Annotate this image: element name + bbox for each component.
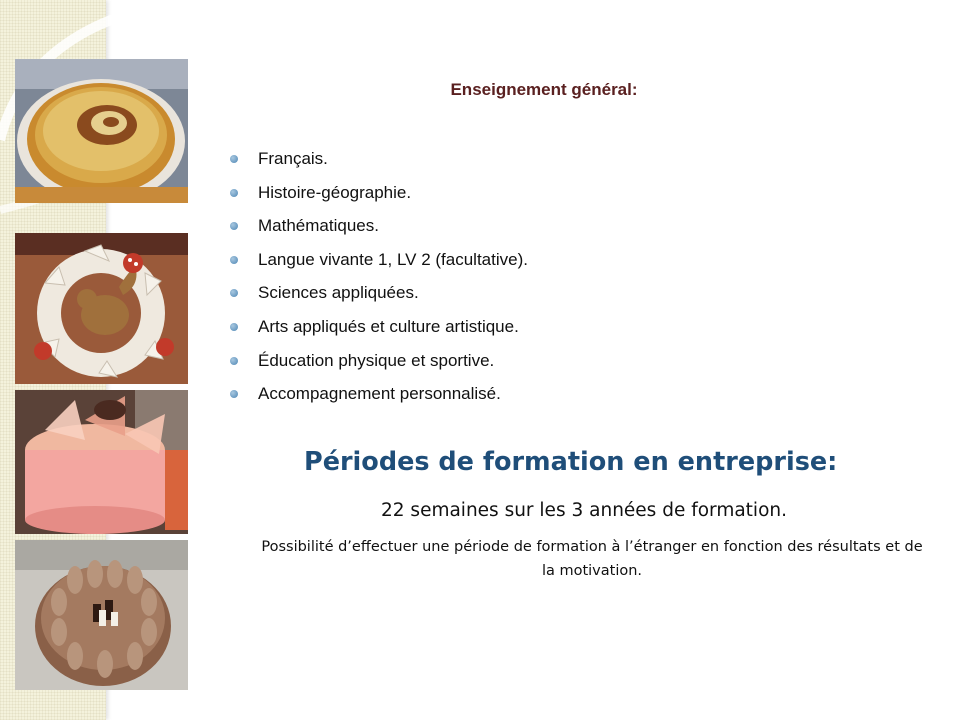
weeks-count: 22 [381, 500, 405, 521]
internship-section-title: Périodes de formation en entreprise: [304, 447, 838, 477]
list-item: Français. [230, 142, 528, 176]
list-item: Histoire-géographie. [230, 176, 528, 210]
internship-abroad-note: Possibilité d’effectuer une période de formation à l’étranger en fonction des résultats et de la motivation. [261, 539, 923, 579]
squirrel-wreath-pastry-photo [15, 233, 188, 384]
bullet-icon [230, 390, 238, 398]
bullet-icon [230, 189, 238, 197]
list-item: Arts appliqués et culture artistique. [230, 310, 528, 344]
bullet-icon [230, 357, 238, 365]
internship-duration: 22 semaines sur les 3 années de formation. [381, 500, 787, 521]
general-education-heading: Enseignement général: [450, 80, 638, 99]
bullet-icon [230, 155, 238, 163]
list-item: Mathématiques. [230, 209, 528, 243]
list-item: Langue vivante 1, LV 2 (facultative). [230, 243, 528, 277]
years-count: 3 [571, 500, 584, 521]
chocolate-cake-photo [15, 540, 188, 690]
list-item: Éducation physique et sportive. [230, 344, 528, 378]
list-item: Sciences appliquées. [230, 276, 528, 310]
bullet-icon [230, 323, 238, 331]
subject-list [230, 142, 528, 411]
bullet-icon [230, 289, 238, 297]
bullet-icon [230, 222, 238, 230]
list-item: Accompagnement personnalisé. [230, 377, 528, 411]
bullet-icon [230, 256, 238, 264]
